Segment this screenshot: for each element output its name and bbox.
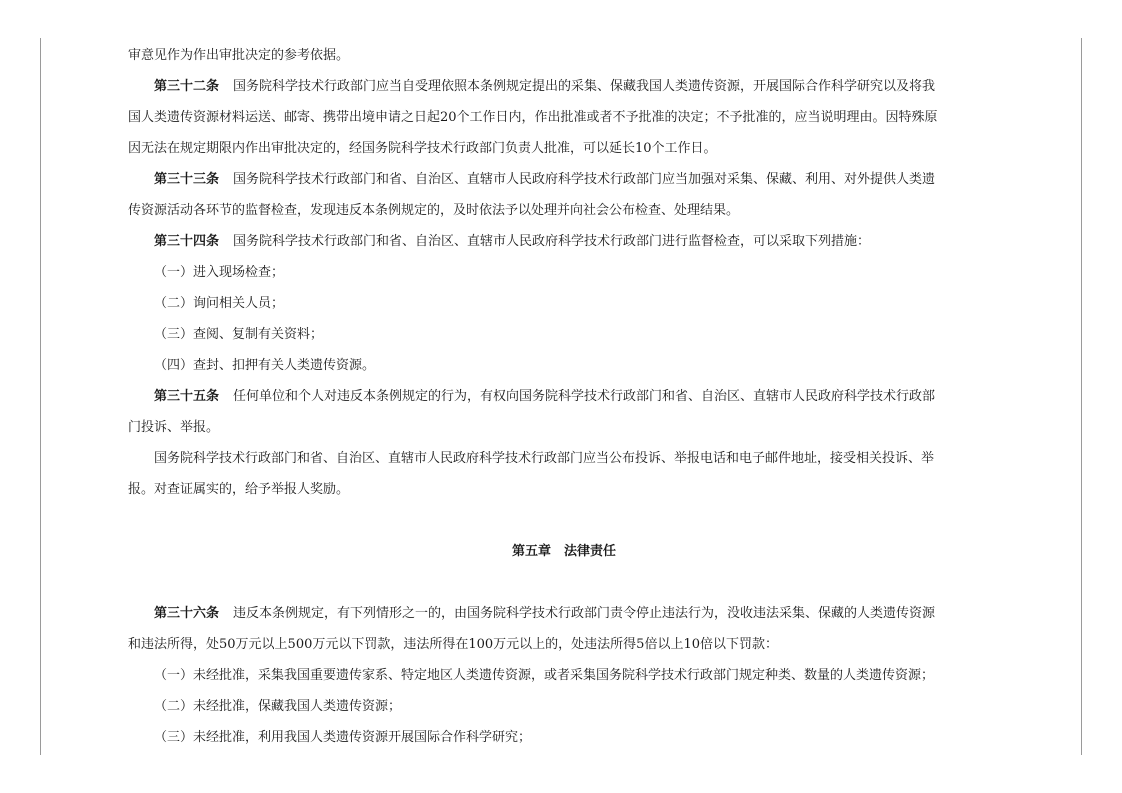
right-margin-rule — [1081, 38, 1082, 755]
indented-line: （四）查封、扣押有关人类遗传资源。 — [154, 358, 376, 373]
article-number: 第三十五条 — [154, 389, 220, 404]
article-number: 第三十二条 — [154, 79, 220, 94]
article-first-line — [128, 71, 1000, 102]
article-text: 国务院科学技术行政部门和省、自治区、直辖市人民政府科学技术行政部门应当加强对采集、保藏、利用、对外提供人类遗 — [233, 172, 936, 187]
text-line: 国人类遗传资源材料运送、邮寄、携带出境申请之日起20个工作日内，作出批准或者不予批准的决定；不予批准的，应当说明理由。因特殊原 — [128, 110, 938, 125]
blank-line — [128, 505, 1000, 536]
indented-line: （一）未经批准，采集我国重要遗传家系、特定地区人类遗传资源，或者采集国务院科学技术行政部门规定种类、数量的人类遗传资源； — [154, 668, 935, 683]
indented-line: （二）询问相关人员； — [154, 296, 285, 311]
indented-line: （三）未经批准，利用我国人类遗传资源开展国际合作科学研究； — [154, 730, 532, 745]
indented-line: （一）进入现场检查； — [154, 265, 285, 280]
article-number: 第三十六条 — [154, 606, 220, 621]
article-number: 第三十三条 — [154, 172, 220, 187]
article-first-line — [128, 164, 1000, 195]
article-first-line — [128, 226, 1000, 257]
indented-line: （二）未经批准，保藏我国人类遗传资源； — [154, 699, 402, 714]
text-line: 审意见作为作出审批决定的参考依据。 — [128, 48, 350, 63]
text-line: 传资源活动各环节的监督检查，发现违反本条例规定的，及时依法予以处理并向社会公布检查、处理结果。 — [128, 203, 740, 218]
article-text: 国务院科学技术行政部门应当自受理依照本条例规定提出的采集、保藏我国人类遗传资源，开展国际合作科学研究以及将我 — [233, 79, 936, 94]
text-line: 和违法所得，处50万元以上500万元以下罚款，违法所得在100万元以上的，处违法所得5倍以上10倍以下罚款： — [128, 637, 778, 652]
document-page — [128, 40, 1000, 753]
article-text: 任何单位和个人对违反本条例规定的行为，有权向国务院科学技术行政部门和省、自治区、直辖市人民政府科学技术行政部 — [233, 389, 936, 404]
chapter-heading: 第五章 法律责任 — [511, 544, 616, 559]
blank-line — [128, 567, 1000, 598]
text-line: 报。对查证属实的，给予举报人奖励。 — [128, 482, 350, 497]
left-margin-rule — [40, 38, 41, 755]
article-first-line — [128, 381, 1000, 412]
indented-line: 国务院科学技术行政部门和省、自治区、直辖市人民政府科学技术行政部门应当公布投诉、举报电话和电子邮件地址，接受相关投诉、举 — [154, 451, 935, 466]
article-text: 国务院科学技术行政部门和省、自治区、直辖市人民政府科学技术行政部门进行监督检查，可以采取下列措施： — [233, 234, 871, 249]
text-line: 门投诉、举报。 — [128, 420, 220, 435]
article-text: 违反本条例规定，有下列情形之一的，由国务院科学技术行政部门责令停止违法行为，没收违法采集、保藏的人类遗传资源 — [233, 606, 936, 621]
article-number: 第三十四条 — [154, 234, 220, 249]
indented-line: （三）查阅、复制有关资料； — [154, 327, 324, 342]
text-line: 因无法在规定期限内作出审批决定的，经国务院科学技术行政部门负责人批准，可以延长10个工作日。 — [128, 141, 717, 156]
article-first-line — [128, 598, 1000, 629]
